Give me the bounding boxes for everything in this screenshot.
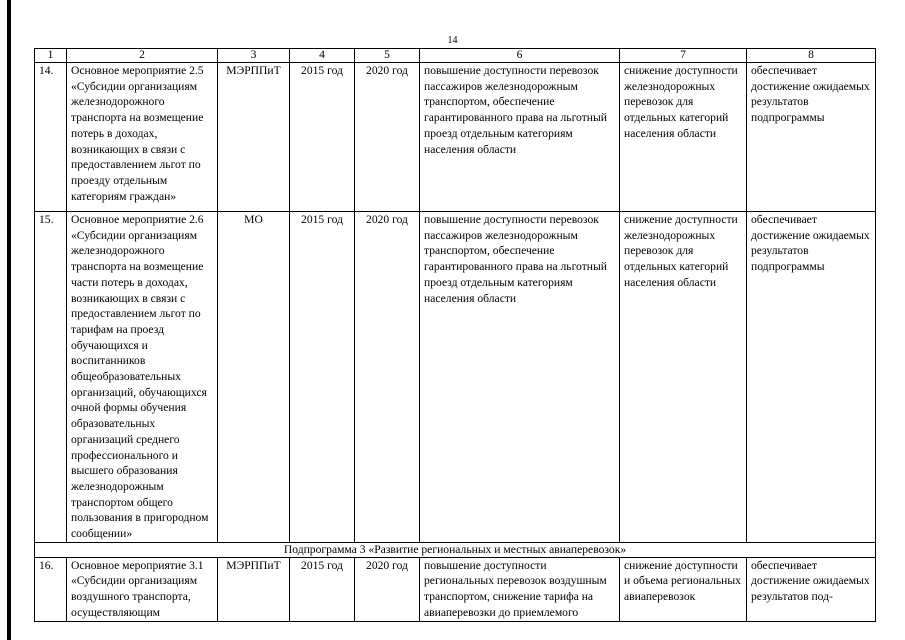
non-implementation-consequence: снижение доступности железнодорожных перевозок для отдельных категорий населения области (620, 212, 747, 543)
column-number: 2 (67, 49, 218, 63)
expected-result: повышение доступности перевозок пассажиров железнодорожным транспортом, обеспечение гарантированного права на льготный проезд отдельным категориям населения области (420, 63, 620, 212)
page-number: 14 (447, 35, 458, 46)
end-year: 2020 год (355, 557, 420, 621)
scan-edge-bar (7, 0, 11, 640)
indicator-link: обеспечивает достижение ожидаемых результатов подпрограммы (747, 63, 876, 212)
measure-name: Основное мероприятие 2.6 «Субсидии организациям железнодорожного транспорта на возмещение части потерь в доходах, возникающих в связи с предоставлением льгот по тарифам на проезд обучающихся и воспитанников общеобразовательных организаций, обучающихся очной формы обучения образовательных организаций среднего профессионального и высшего образования железнодорожным транспортом общего пользования в пригородном сообщении» (67, 212, 218, 543)
expected-result: повышение доступности региональных перевозок воздушным транспортом, снижение тарифа на авиаперевозки до приемлемого (420, 557, 620, 621)
subprogram-header-row (35, 542, 876, 557)
non-implementation-consequence: снижение доступности и объема региональных авиаперевозок (620, 557, 747, 621)
row-number: 15. (35, 212, 67, 543)
start-year: 2015 год (290, 63, 355, 212)
responsible-executor: МО (218, 212, 290, 543)
start-year: 2015 год (290, 212, 355, 543)
measure-name: Основное мероприятие 2.5 «Субсидии организациям железнодорожного транспорта на возмещение потерь в доходах, возникающих в связи с предоставлением льгот по проезду отдельным категориям граждан» (67, 63, 218, 212)
column-number: 8 (747, 49, 876, 63)
row-number: 14. (35, 63, 67, 212)
responsible-executor: МЭРППиТ (218, 557, 290, 621)
subprogram-title: Подпрограмма 3 «Развитие региональных и местных авиаперевозок» (35, 542, 876, 557)
row-number: 16. (35, 557, 67, 621)
column-number: 4 (290, 49, 355, 63)
column-number: 3 (218, 49, 290, 63)
end-year: 2020 год (355, 212, 420, 543)
end-year: 2020 год (355, 63, 420, 212)
table-row (35, 557, 876, 621)
start-year: 2015 год (290, 557, 355, 621)
table-row (35, 63, 876, 212)
column-number: 5 (355, 49, 420, 63)
indicator-link: обеспечивает достижение ожидаемых результатов под- (747, 557, 876, 621)
column-number-row (35, 49, 876, 63)
non-implementation-consequence: снижение доступности железнодорожных перевозок для отдельных категорий населения области (620, 63, 747, 212)
column-number: 7 (620, 49, 747, 63)
table-row (35, 212, 876, 543)
measure-name: Основное мероприятие 3.1 «Субсидии организациям воздушного транспорта, осуществляющим (67, 557, 218, 621)
measures-table (34, 48, 876, 622)
responsible-executor: МЭРППиТ (218, 63, 290, 212)
column-number: 1 (35, 49, 67, 63)
expected-result: повышение доступности перевозок пассажиров железнодорожным транспортом, обеспечение гарантированного права на льготный проезд отдельным категориям населения области (420, 212, 620, 543)
column-number: 6 (420, 49, 620, 63)
indicator-link: обеспечивает достижение ожидаемых результатов подпрограммы (747, 212, 876, 543)
